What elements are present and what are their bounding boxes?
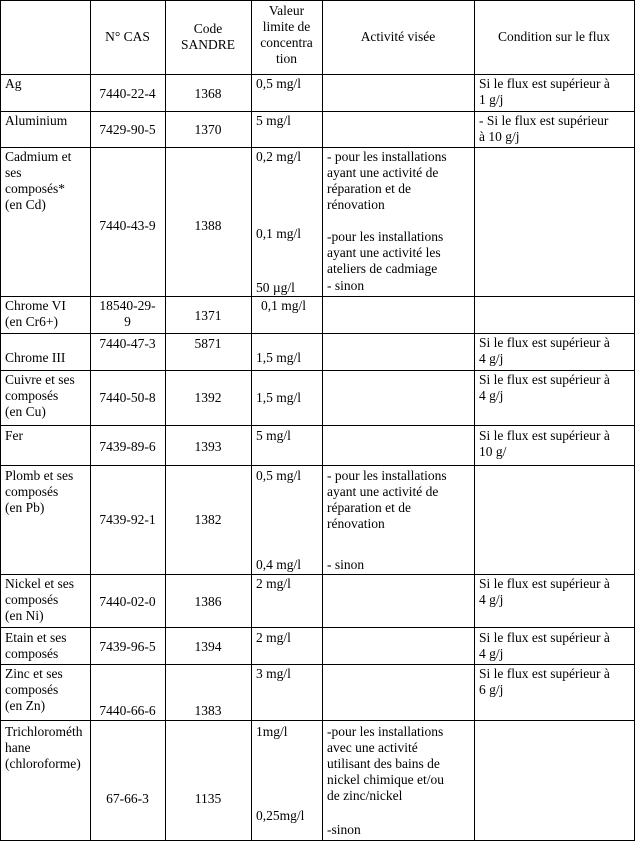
substance-name: (en Ni) [5,608,44,623]
substance-name: Cadmium et [5,149,72,164]
limit-value: 0,1 mg/l [261,298,307,313]
header-limit-2: limite de [262,19,311,34]
substance-name: (en Pb) [5,500,45,515]
substance-name: (en Cr6+) [5,314,58,329]
flux-condition: Si le flux est supérieur à [479,372,610,387]
activity-text: -pour les installations [327,724,444,739]
sandre-code: 1386 [194,594,222,609]
cas-number: 7440-22-4 [99,86,156,101]
substance-name: Ag [5,76,22,91]
limit-value: 1,5 mg/l [256,390,302,405]
substance-name: hane [5,740,31,755]
activity-text: utilisant des bains de [327,756,440,771]
limit-value: 0,2 mg/l [256,149,302,164]
limit-value: 5 mg/l [256,428,291,443]
limit-value: 0,5 mg/l [256,76,302,91]
header-sandre-1: Code [193,21,223,36]
substance-name: (en Cu) [5,404,46,419]
substance-name: composés [5,592,59,607]
cas-number: 18540-29- [99,298,156,313]
sandre-code: 1394 [194,639,222,654]
flux-condition: Si le flux est supérieur à [479,576,610,591]
flux-condition: 4 g/j [479,592,504,607]
activity-text: ayant une activité de [327,484,439,499]
substance-name: Fer [5,428,23,443]
flux-condition: à 10 g/j [479,129,520,144]
limit-value: 3 mg/l [256,666,291,681]
header-condition: Condition sur le flux [497,29,611,44]
cas-number: 7429-90-5 [99,122,156,137]
activity-text: ayant une activité les [327,245,441,260]
substance-name: Chrome VI [5,298,66,313]
activity-text: ateliers de cadmiage [327,261,438,276]
flux-condition: 4 g/j [479,351,504,366]
substance-name: Nickel et ses [5,576,74,591]
substance-name: (en Zn) [5,698,46,713]
flux-condition: 6 g/j [479,682,504,697]
substance-name: composés* [5,181,65,196]
sandre-code: 1382 [194,512,222,527]
substance-name: ses [5,165,22,180]
activity-text: nickel chimique et/ou [327,772,444,787]
cas-number: 9 [124,314,131,329]
activity-text: réparation et de [327,181,411,196]
substance-name: composés [5,646,59,661]
activity-text: rénovation [327,197,385,212]
limit-value: 0,1 mg/l [256,226,302,241]
substance-name: composés [5,484,59,499]
flux-condition: 10 g/ [479,444,507,459]
sandre-code: 1371 [194,308,222,323]
cas-number: 7439-96-5 [99,639,156,654]
sandre-code: 1368 [194,86,222,101]
limit-value: 0,4 mg/l [256,557,302,572]
substance-name: Chrome III [5,350,66,365]
substance-name: Etain et ses [5,630,67,645]
substance-name: Trichlorométh [5,724,83,739]
activity-text: - sinon [327,278,365,293]
substance-name: composés [5,682,59,697]
flux-condition: - Si le flux est supérieur [479,113,609,128]
sandre-code: 1135 [194,791,222,806]
activity-text: rénovation [327,516,385,531]
limit-value: 0,5 mg/l [256,468,302,483]
flux-condition: Si le flux est supérieur à [479,666,610,681]
header-limit-4: tion [275,51,297,66]
cas-number: 7440-43-9 [99,218,156,233]
limit-value: 0,25mg/l [256,808,305,823]
cas-number: 7440-47-3 [99,336,156,351]
activity-text: avec une activité [327,740,418,755]
limit-value: 5 mg/l [256,113,291,128]
substance-name: Plomb et ses [5,468,74,483]
substance-name: (chloroforme) [5,756,81,771]
substance-name: Zinc et ses [5,666,63,681]
sandre-code: 1392 [194,390,222,405]
limit-value: 50 µg/l [256,280,295,295]
cas-number: 7439-92-1 [99,512,156,527]
cas-number: 7440-66-6 [99,703,156,718]
header-cas: N° CAS [105,29,150,44]
flux-condition: Si le flux est supérieur à [479,630,610,645]
sandre-code: 5871 [194,336,222,351]
limit-value: 1mg/l [256,724,288,739]
sandre-code: 1388 [194,218,222,233]
activity-text: de zinc/nickel [327,788,403,803]
activity-text: - pour les installations [327,149,447,164]
activity-text: ayant une activité de [327,165,439,180]
limit-value: 2 mg/l [256,576,291,591]
sandre-code: 1383 [194,703,222,718]
header-activity: Activité visée [360,29,436,44]
activity-text: - sinon [327,557,365,572]
substance-name: Aluminium [5,113,68,128]
flux-condition: 1 g/j [479,92,504,107]
header-sandre-2: SANDRE [180,37,235,52]
activity-text: -sinon [327,822,361,837]
limit-value: 2 mg/l [256,630,291,645]
activity-text: réparation et de [327,500,411,515]
flux-condition: Si le flux est supérieur à [479,335,610,350]
cas-number: 7440-50-8 [99,390,156,405]
sandre-code: 1393 [194,439,222,454]
flux-condition: 4 g/j [479,388,504,403]
substance-name: (en Cd) [5,197,46,212]
limit-value: 1,5 mg/l [256,350,302,365]
activity-text: -pour les installations [327,229,444,244]
cas-number: 7440-02-0 [99,594,156,609]
activity-text: - pour les installations [327,468,447,483]
flux-condition: Si le flux est supérieur à [479,428,610,443]
cas-number: 7439-89-6 [99,439,156,454]
substance-name: composés [5,388,59,403]
substance-name: Cuivre et ses [5,372,75,387]
flux-condition: Si le flux est supérieur à [479,76,610,91]
cas-number: 67-66-3 [106,791,149,806]
header-limit-1: Valeur [268,3,305,18]
flux-condition: 4 g/j [479,646,504,661]
header-limit-3: concentra [260,35,313,50]
sandre-code: 1370 [194,122,222,137]
